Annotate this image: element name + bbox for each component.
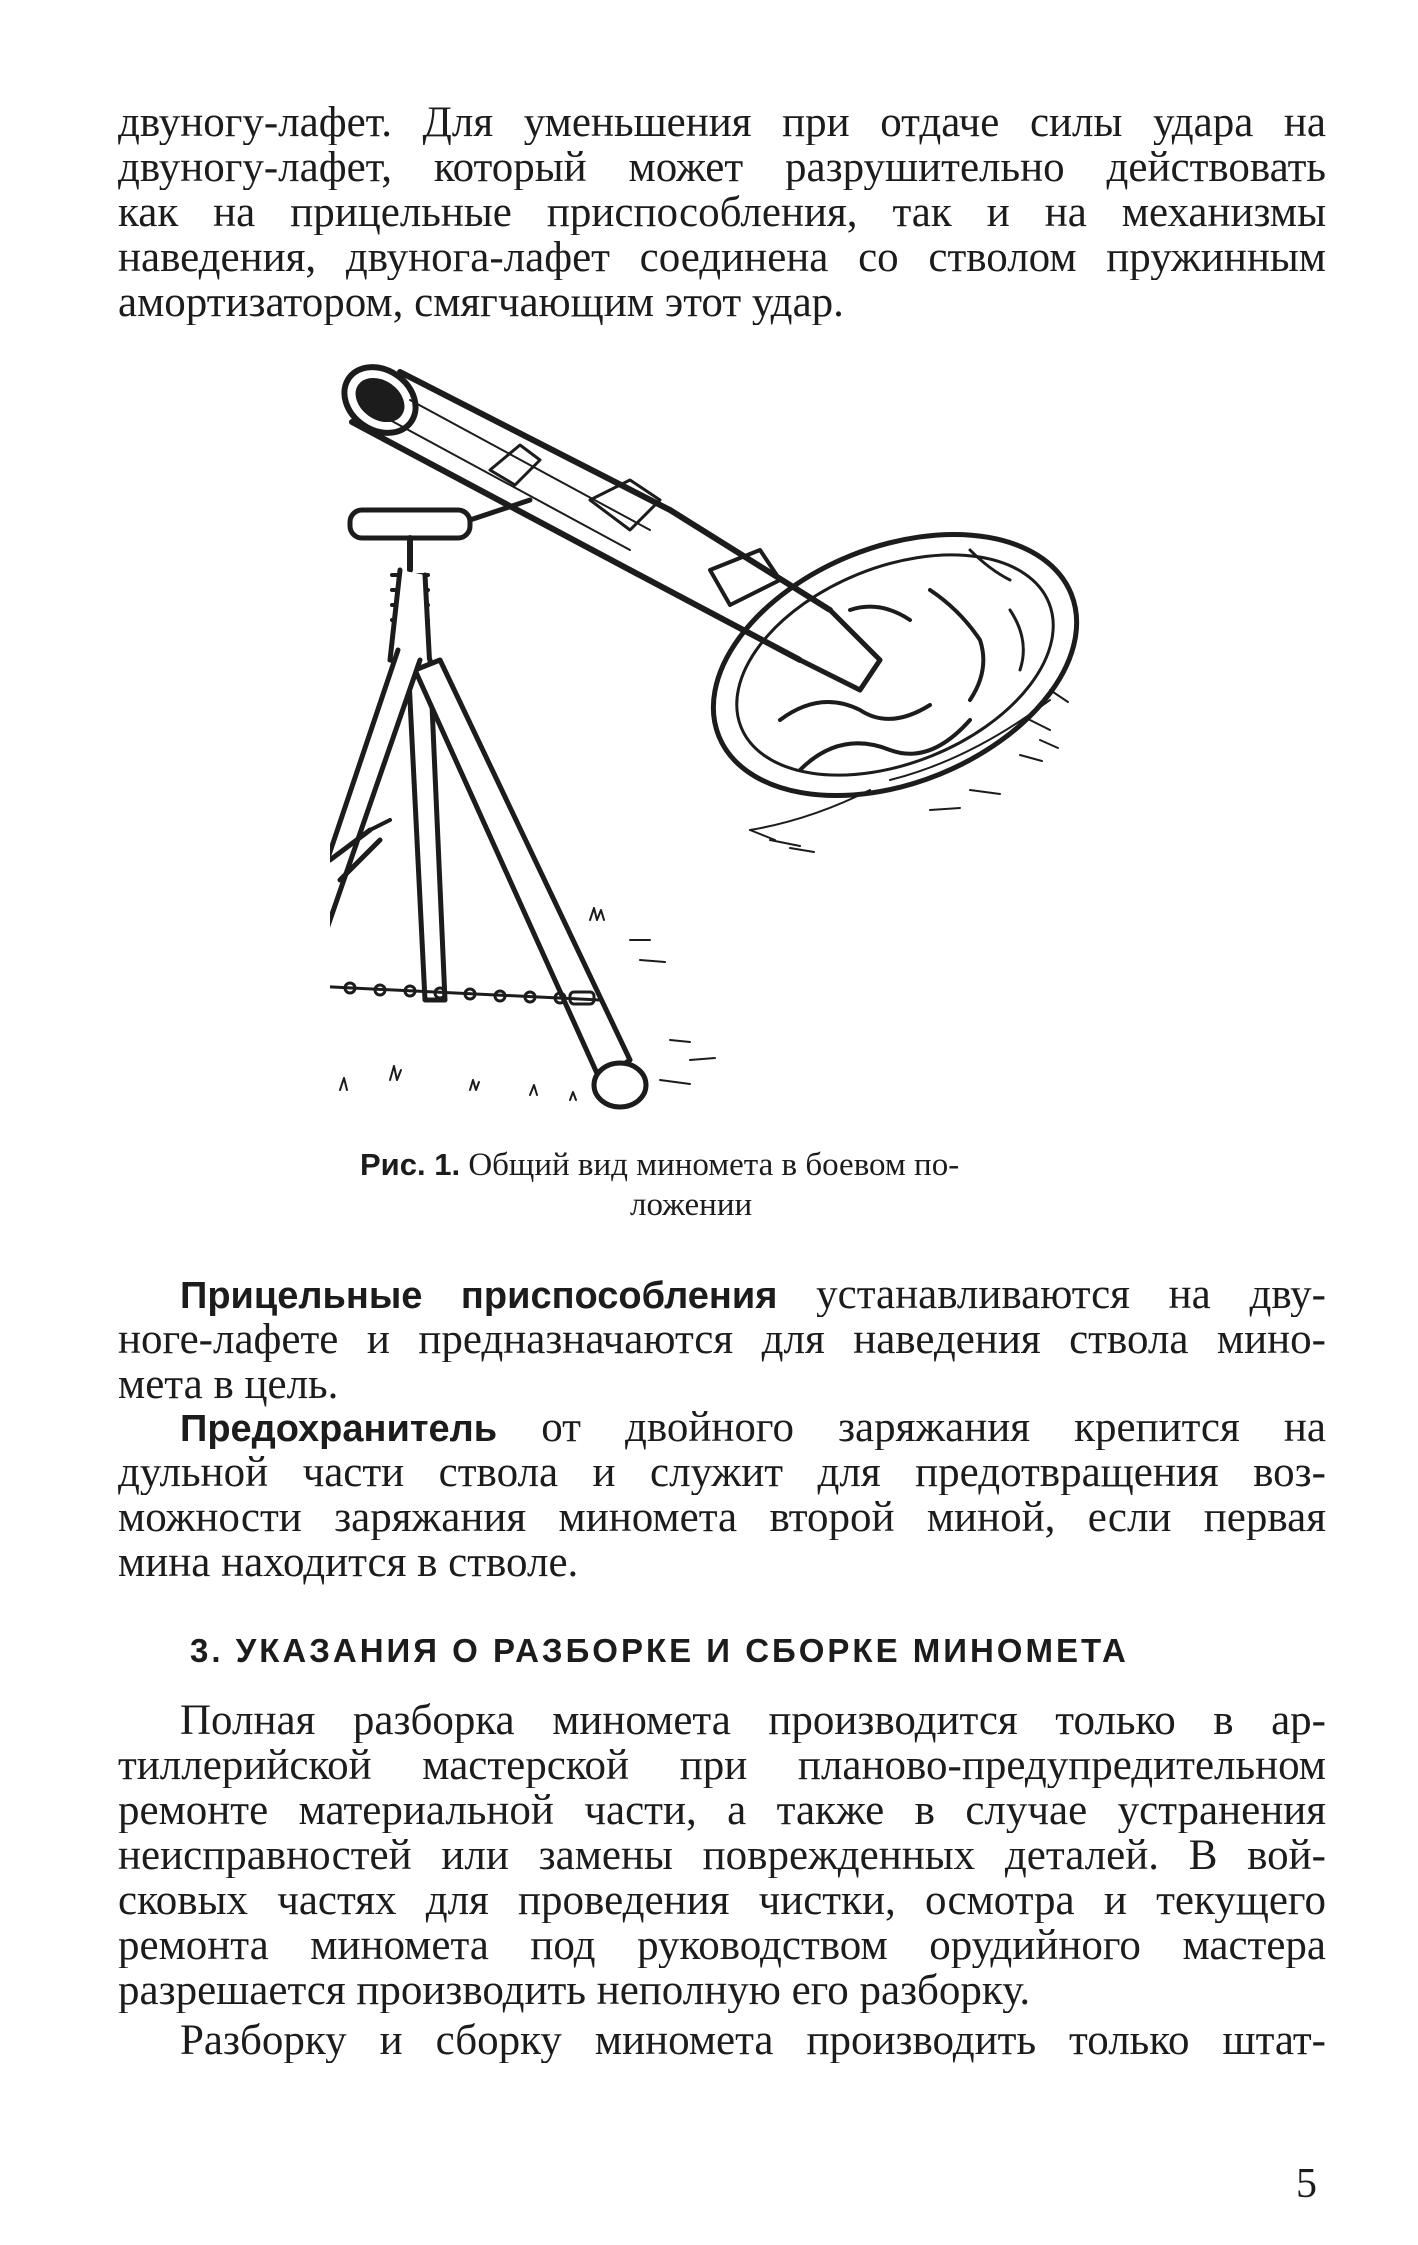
paragraph-last [118, 2018, 1326, 2063]
text-line: тиллерийской мастерской при планово-предупредительном [118, 1743, 1326, 1788]
text-line [118, 1272, 1326, 1317]
text-line: как на прицельные приспособления, так и на механизмы [118, 190, 1326, 235]
text-line: сковых частях для проведения чистки, осмотра и текущего [118, 1878, 1326, 1923]
grass [330, 908, 715, 1100]
paragraph-safety [118, 1405, 1326, 1585]
text-line: мина находится в стволе. [118, 1540, 579, 1585]
mortar-illustration [330, 360, 1110, 1120]
text-span: от двойного заряжания крепится на [541, 1405, 1326, 1450]
text-line: Полная разборка миномета производится только в ар- [180, 1698, 1326, 1743]
caption-text: Общий вид миномета в боевом по- [468, 1147, 960, 1183]
text-line: Разборку и сборку миномета производить только штат- [180, 2018, 1326, 2063]
caption-text-continued: ложении [630, 1187, 753, 1223]
text-line: ремонта миномета под руководством орудийного мастера [118, 1923, 1326, 1968]
text-line: разрешается производить неполную его разборку. [118, 1968, 1031, 2013]
paragraph-disassembly [118, 1698, 1326, 2013]
paragraph-sights [118, 1272, 1326, 1407]
elevating-mechanism [350, 500, 530, 670]
term-sights: Прицельные приспособления [180, 1275, 778, 1317]
page-number: 5 [1296, 2161, 1317, 2207]
text-line: двуногу-лафет. Для уменьшения при отдаче силы удара на [118, 100, 1326, 145]
figure-caption [360, 1145, 1120, 1225]
bipod [330, 650, 646, 1107]
text-line: неисправностей или замены поврежденных деталей. В вой- [118, 1833, 1326, 1878]
text-line: дульной части ствола и служит для предотвращения воз- [118, 1450, 1326, 1495]
base-plate [675, 484, 1110, 845]
text-line [118, 1405, 1326, 1450]
term-safety: Предохранитель [180, 1408, 498, 1450]
text-line: ноге-лафете и предназначаются для наведения ствола мино- [118, 1317, 1326, 1362]
caption-label: Рис. 1. [360, 1147, 461, 1182]
paragraph-top [118, 100, 1326, 325]
text-line: ремонте материальной части, а также в случае устранения [118, 1788, 1326, 1833]
text-line: двуногу-лафет, который может разрушительно действовать [118, 145, 1326, 190]
text-line: мета в цель. [118, 1362, 339, 1407]
text-span: устанавливаются на дву- [816, 1272, 1326, 1317]
text-line: наведения, двунога-лафет соединена со стволом пружинным [118, 235, 1326, 280]
bipod-chain [330, 982, 600, 1060]
text-line: амортизатором, смягчающим этот удар. [118, 280, 844, 325]
section-heading: 3. УКАЗАНИЯ О РАЗБОРКЕ И СБОРКЕ МИНОМЕТА [190, 1632, 1129, 1669]
text-line: можности заряжания миномета второй миной, если первая [118, 1495, 1326, 1540]
